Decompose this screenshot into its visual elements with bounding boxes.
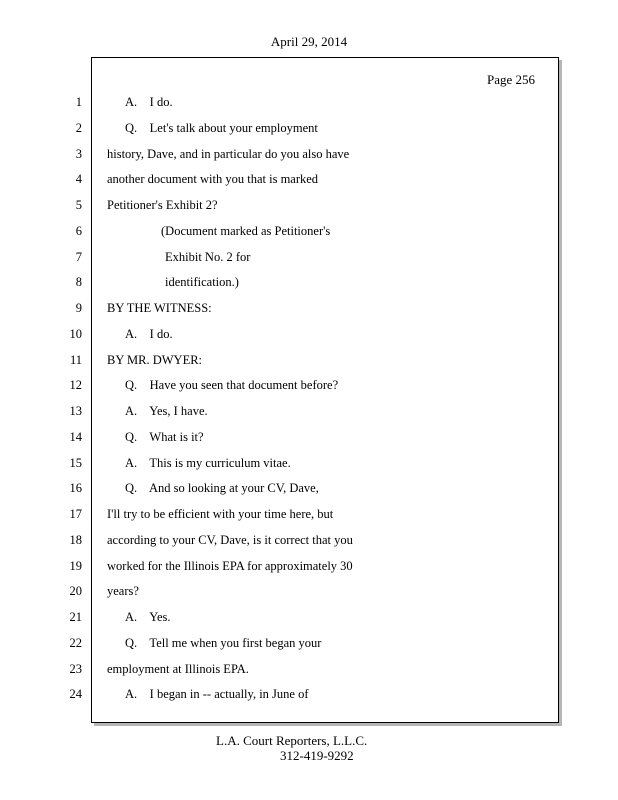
line-number: 23 (69, 661, 82, 676)
line-number: 10 (69, 326, 82, 341)
line-number: 6 (75, 223, 82, 238)
transcript-line: A. I began in -- actually, in June of (125, 687, 309, 702)
line-number: 15 (69, 455, 82, 470)
transcript-line: worked for the Illinois EPA for approximately 30 (107, 558, 353, 573)
line-number: 3 (75, 146, 82, 161)
transcript-date: April 29, 2014 (270, 34, 348, 49)
line-number: 12 (69, 378, 82, 393)
transcript-line: Q. Tell me when you first began your (125, 635, 322, 650)
transcript-line: Q. And so looking at your CV, Dave, (125, 481, 319, 496)
transcript-line: (Document marked as Petitioner's (161, 223, 331, 238)
transcript-line: BY THE WITNESS: (107, 301, 212, 315)
transcript-line: A. Yes, I have. (125, 404, 208, 418)
transcript-line: according to your CV, Dave, is it correct that you (107, 532, 353, 547)
line-number: 1 (75, 95, 82, 109)
line-number: 20 (69, 584, 82, 599)
transcript-line: history, Dave, and in particular do you also have (107, 146, 350, 161)
line-number: 8 (75, 275, 82, 290)
transcript-line: A. Yes. (125, 610, 171, 624)
transcript-line: Petitioner's Exhibit 2? (107, 198, 218, 212)
line-number: 2 (75, 120, 82, 135)
line-number: 18 (69, 532, 82, 547)
transcript-line: identification.) (165, 275, 239, 290)
transcript-line: Q. Have you seen that document before? (125, 378, 339, 393)
footer-company: L.A. Court Reporters, L.L.C. (216, 733, 368, 748)
line-number: 24 (69, 687, 82, 702)
line-number: 14 (69, 429, 82, 444)
transcript-line: another document with you that is marked (107, 172, 319, 187)
transcript-line: A. I do. (125, 326, 173, 341)
line-number: 11 (69, 352, 82, 367)
transcript-line: employment at Illinois EPA. (107, 661, 249, 676)
line-number: 22 (69, 635, 82, 650)
line-number: 7 (75, 249, 82, 264)
line-number: 16 (69, 481, 82, 496)
transcript-line: Q. Let's talk about your employment (125, 120, 318, 135)
line-number: 21 (69, 610, 82, 624)
transcript-line: BY MR. DWYER: (107, 352, 203, 367)
transcript-line: years? (107, 584, 139, 599)
transcript-line: I'll try to be efficient with your time here, but (107, 507, 334, 521)
transcript-line: A. I do. (125, 95, 173, 109)
transcript-line: A. This is my curriculum vitae. (125, 455, 291, 470)
line-number: 19 (69, 558, 82, 573)
line-number: 4 (75, 172, 82, 187)
line-number: 9 (75, 301, 82, 315)
line-number: 17 (69, 507, 82, 521)
line-number: 5 (75, 198, 82, 212)
transcript-line: Exhibit No. 2 for (165, 249, 251, 264)
transcript-line: Q. What is it? (125, 429, 204, 444)
page-number: Page 256 (487, 72, 536, 87)
footer-phone: 312-419-9292 (280, 748, 354, 763)
line-number: 13 (69, 404, 82, 418)
